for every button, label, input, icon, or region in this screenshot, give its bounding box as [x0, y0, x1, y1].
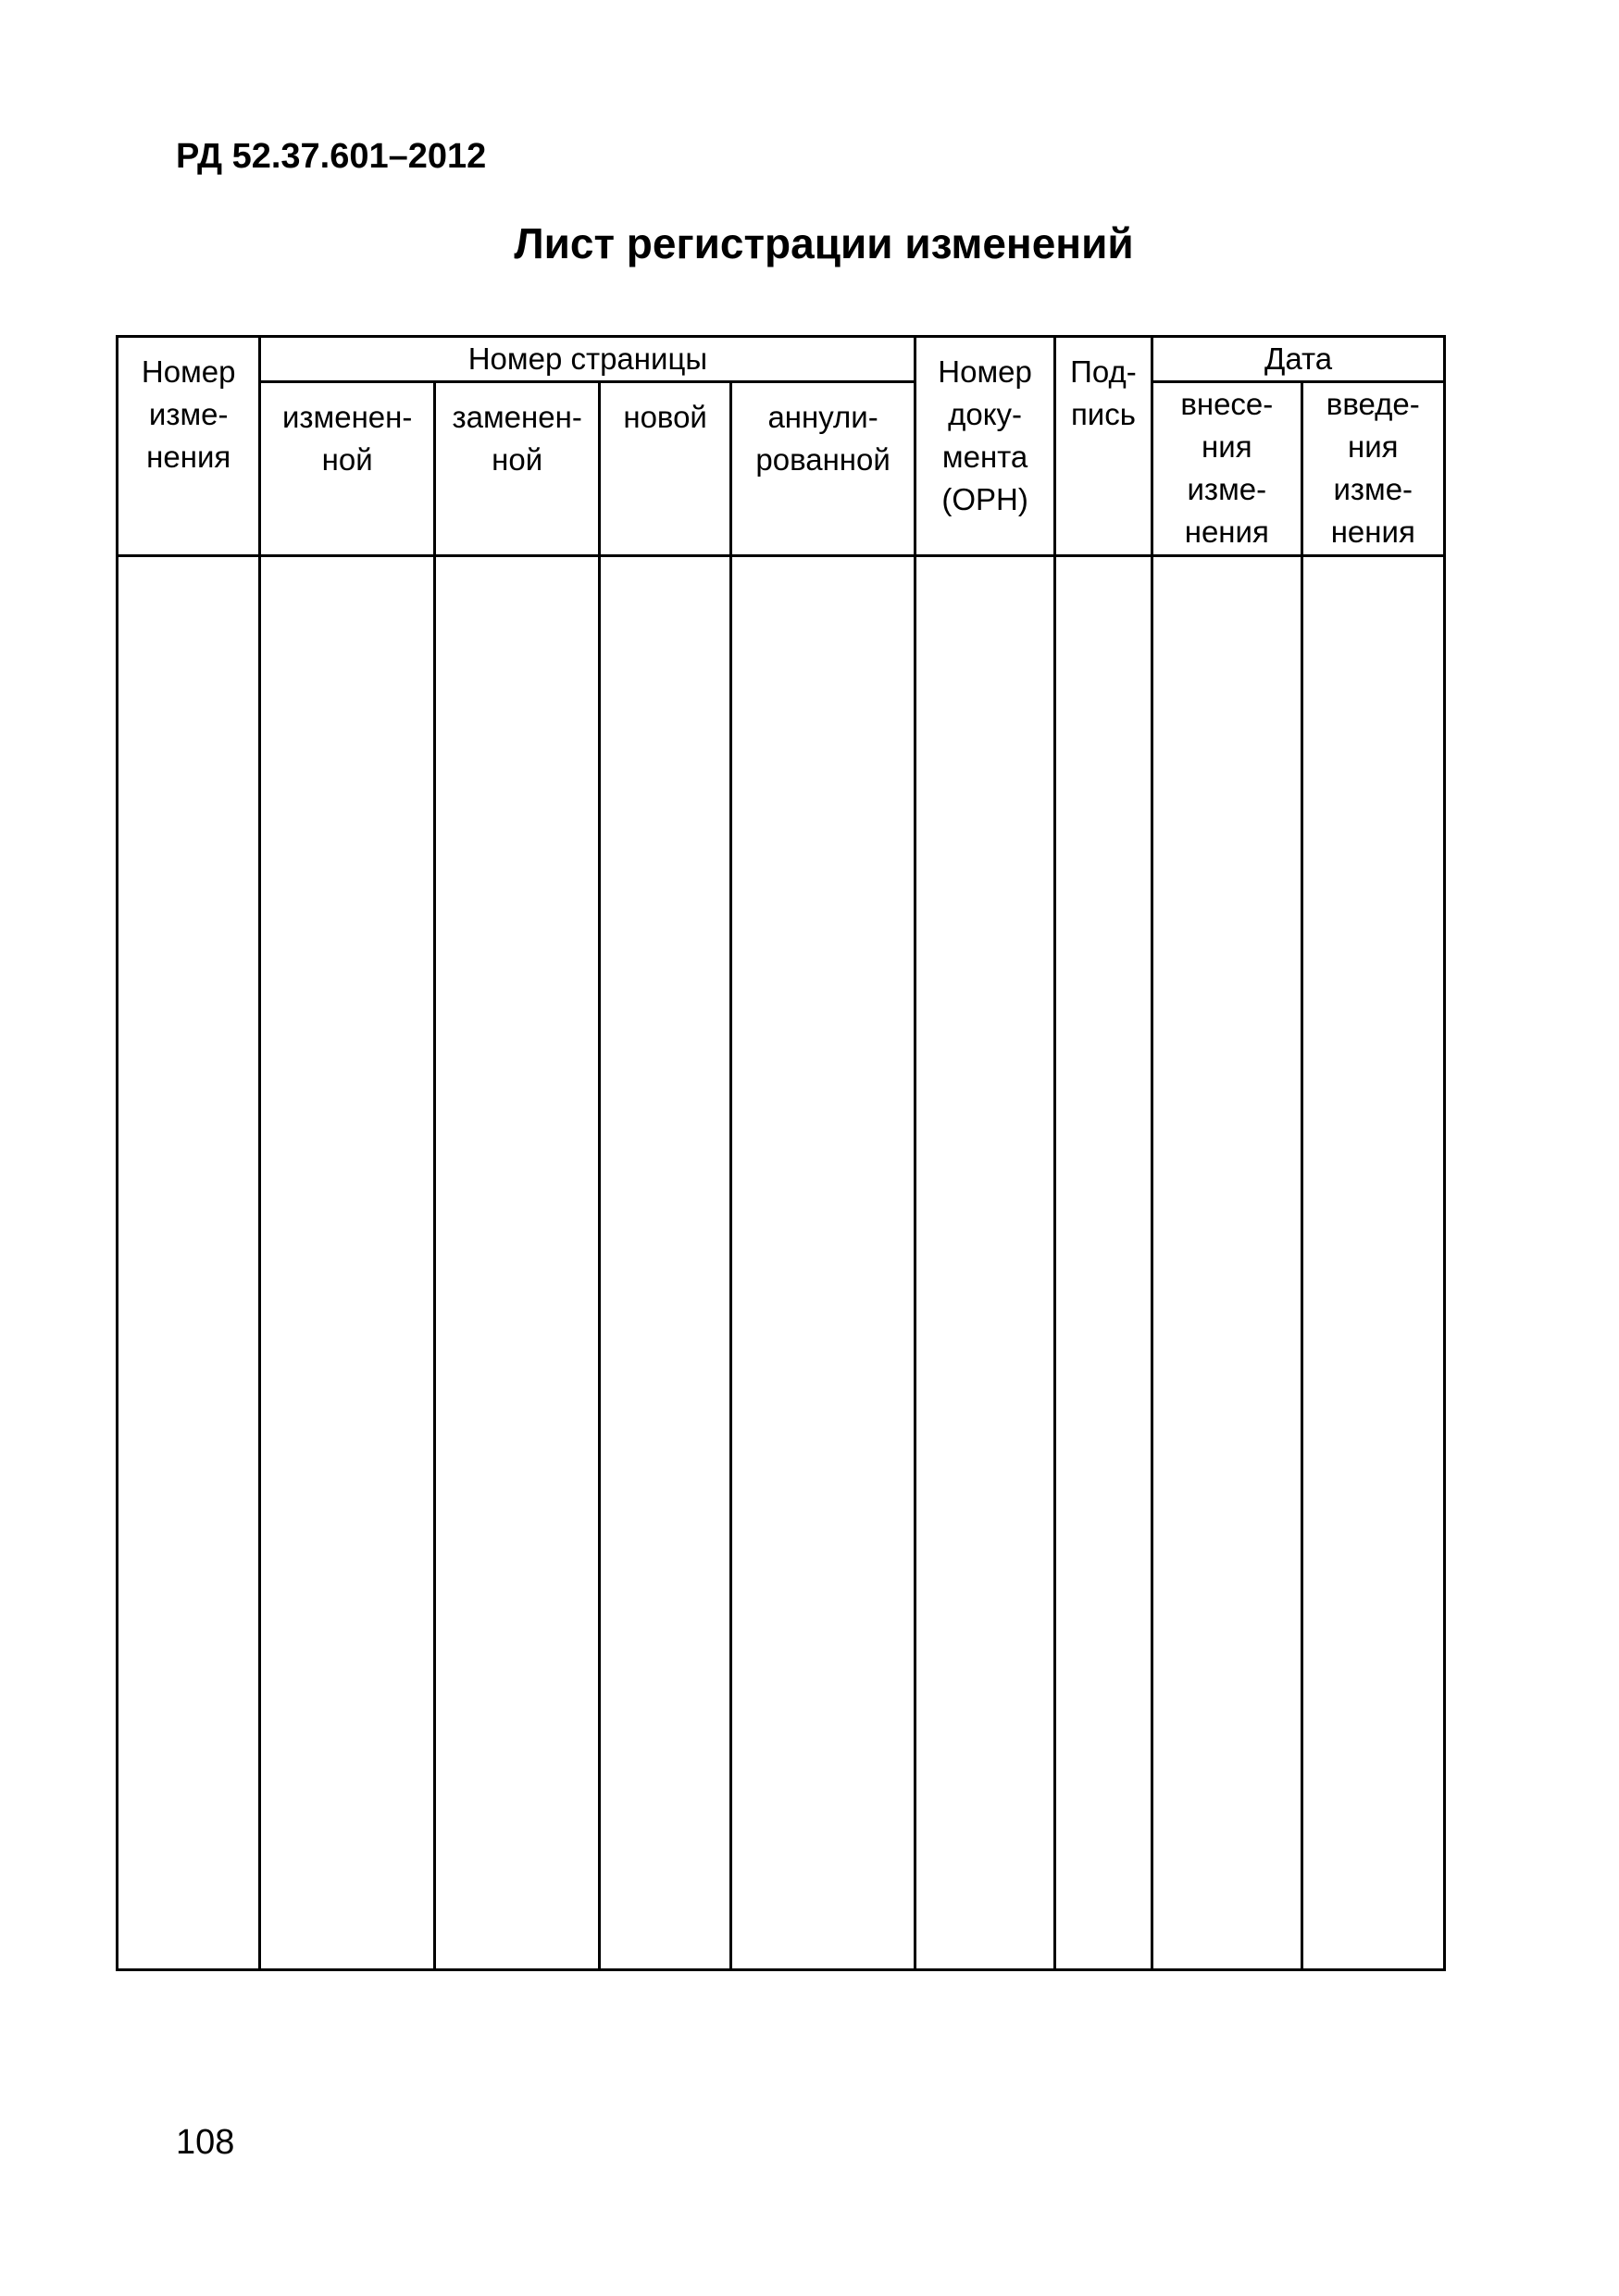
- page-annulled-header: аннули- рованной: [730, 382, 915, 556]
- date-group-header: Дата: [1152, 337, 1445, 382]
- page-replaced-header: заменен- ной: [434, 382, 599, 556]
- page-new-header: новой: [600, 382, 730, 556]
- date-introduction-header: введе- ния изме- нения: [1301, 382, 1444, 556]
- signature-header: Под- пись: [1054, 337, 1152, 556]
- body-cell-date-introduction: [1301, 556, 1444, 1970]
- page-number-group-header: Номер страницы: [260, 337, 915, 382]
- body-cell-changed: [260, 556, 435, 1970]
- change-number-header: Номер изме- нения: [118, 337, 260, 556]
- body-cell-change-number: [118, 556, 260, 1970]
- header-row-1: [118, 337, 1445, 382]
- body-cell-date-entry: [1152, 556, 1301, 1970]
- date-entry-header: внесе- ния изме- нения: [1152, 382, 1301, 556]
- body-cell-signature: [1054, 556, 1152, 1970]
- document-code: РД 52.37.601–2012: [176, 137, 487, 176]
- body-cell-document-number: [915, 556, 1054, 1970]
- page-number: 108: [176, 2123, 235, 2162]
- body-cell-new: [600, 556, 730, 1970]
- body-cell-replaced: [434, 556, 599, 1970]
- body-cell-annulled: [730, 556, 915, 1970]
- page-changed-header: изменен- ной: [260, 382, 435, 556]
- header-row-2: [118, 382, 1445, 556]
- change-registration-table: [116, 335, 1446, 1971]
- table-body-row: [118, 556, 1445, 1970]
- page-title: Лист регистрации изменений: [514, 219, 1134, 267]
- document-number-header: Номер доку- мента (ОРН): [915, 337, 1054, 556]
